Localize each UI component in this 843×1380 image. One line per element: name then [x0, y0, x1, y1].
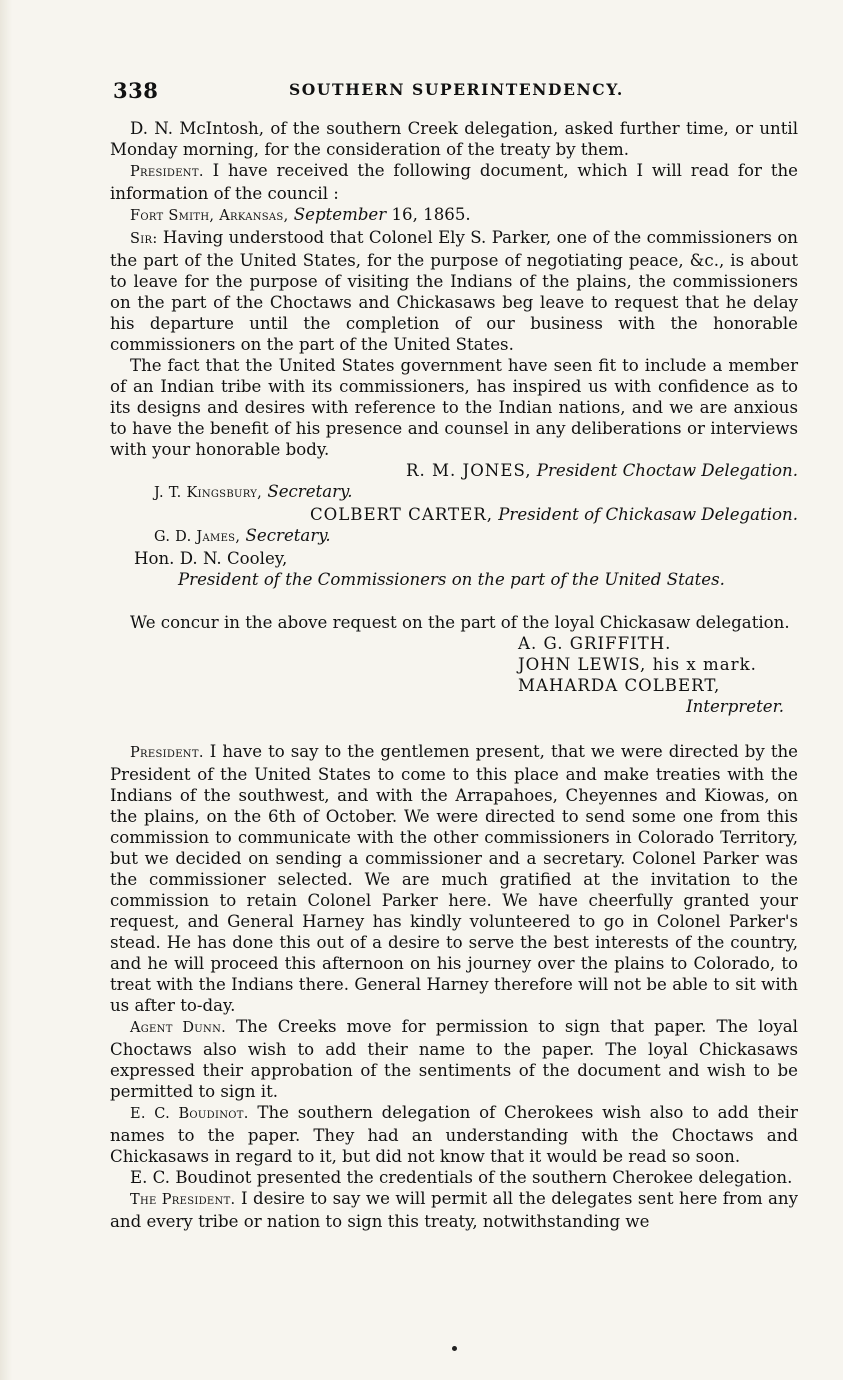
page-header — [113, 78, 783, 102]
paragraph-text: I have to say to the gentlemen present, that we were directed by the President of the United States to come to this place and make treaties with the Indians of the southwest, and with the Arrapahoes, Cheyennes and Kiowas, on the plains, on the 6th of October. We were directed to send some one from this commission to communicate with the other commissioners in Colorado Territory, but we decided on sending a commissioner and a secretary. Colonel Parker was the commissioner selected. We are much gratified at the invitation to the commission to retain Colonel Parker here. We have cheerfully granted your request, and General Harney has kindly volunteered to go in Colonel Parker's stead. He has done this out of a desire to serve the best interests of the country, and he will proceed this afternoon on his journey over the plains to Colorado, to treat with the Indians there. General Harney therefore will not be able to sit with us after to-day. — [110, 742, 798, 1015]
paragraph-text: I have received the following document, which I will read for the information of the council : — [110, 161, 798, 203]
signature-griffith: A. G. GRIFFITH. — [518, 634, 672, 653]
paragraph-credentials: E. C. Boudinot presented the credentials of the southern Cherokee delegation. — [130, 1168, 793, 1187]
signature-colbert: MAHARDA COLBERT, — [518, 676, 721, 695]
letter-dateline — [110, 204, 798, 227]
signatory-name: G. D. James, — [154, 529, 241, 545]
body-text — [110, 118, 798, 1232]
spacer — [110, 590, 798, 612]
signatory-name: R. M. JONES, — [405, 461, 532, 480]
signature-interpreter: Interpreter. — [686, 697, 784, 716]
speaker-label: President. — [130, 745, 204, 761]
dateline-rest: 16, 1865. — [386, 205, 471, 224]
signatory-title: President Choctaw Delegation. — [536, 461, 798, 480]
signatory-name: COLBERT CARTER, — [309, 505, 493, 524]
page-number: 338 — [113, 78, 159, 103]
signature-jones — [110, 460, 798, 481]
paragraph-text: The Creeks move for permission to sign that paper. The loyal Choctaws also wish to add their name to the paper. The loyal Chickasaws expressed their approbation of the sentiments of the document and wish to be permitted to sign it. — [110, 1017, 798, 1101]
paragraph-agent-dunn — [110, 1016, 798, 1102]
signature-james — [110, 525, 798, 548]
paragraph-concur: We concur in the above request on the part of the loyal Chickasaw delegation. — [130, 613, 790, 632]
spacer — [110, 717, 798, 741]
signatory-title: Secretary. — [245, 526, 331, 545]
dateline-month: September — [293, 205, 387, 224]
signature-carter — [110, 504, 798, 525]
paragraph-mcintosh: D. N. McIntosh, of the southern Creek delegation, asked further time, or until Monday morning, for the consideration of the treaty by them. — [110, 119, 798, 159]
paragraph-boudinot — [110, 1102, 798, 1167]
signature-lewis: JOHN LEWIS, his x mark. — [518, 655, 757, 674]
paragraph-text: I desire to say we will permit all the delegates sent here from any and every tribe or nation to sign this treaty, notwithstanding we — [110, 1189, 798, 1231]
letter-paragraph-1 — [110, 227, 798, 355]
addressee-title: President of the Commissioners on the part of the United States. — [178, 570, 725, 589]
speaker-label: Agent Dunn. — [130, 1020, 227, 1036]
page-edge-shadow — [0, 0, 12, 1380]
addressee-name: Hon. D. N. Cooley, — [134, 549, 288, 568]
print-speck — [452, 1346, 457, 1351]
speaker-label: E. C. Boudinot. — [130, 1106, 249, 1122]
signatory-title: President of Chickasaw Delegation. — [498, 505, 798, 524]
paragraph-text: The southern delegation of Cherokees wish also to add their names to the paper. They had an understanding with the Choctaws and Chickasaws in regard to it, but did not know that it would be read so soon. — [110, 1103, 798, 1166]
letter-paragraph-2: The fact that the United States government have seen fit to include a member of an Indian tribe with its commissioners, has inspired us with confidence as to its designs and desires with reference to the Indian nations, and we are anxious to have the benefit of his presence and counsel in any deliberations or interviews with your honorable body. — [110, 356, 798, 459]
speaker-label: The President. — [130, 1192, 236, 1208]
running-head: SOUTHERN SUPERINTENDENCY. — [289, 80, 624, 99]
letter-salutation: Sir: — [130, 231, 158, 247]
concur-signatures — [110, 633, 798, 717]
letter-signatures — [110, 460, 798, 590]
paragraph-final — [110, 1188, 798, 1232]
speaker-label: President. — [130, 164, 204, 180]
signature-kingsbury — [110, 481, 798, 504]
signatory-name: J. T. Kingsbury, — [154, 485, 263, 501]
paragraph-president-intro — [110, 160, 798, 204]
paragraph-president-response — [110, 741, 798, 1016]
signatory-title: Secretary. — [267, 482, 353, 501]
paragraph-text: Having understood that Colonel Ely S. Parker, one of the commissioners on the part of the United States, for the purpose of negotiating peace, &c., is about to leave for the purpose of visiting the Indians of the plains, the commissioners on the part of the Choctaws and Chickasaws beg leave to request that he delay his departure until the completion of our business with the honorable commissioners on the part of the United States. — [110, 228, 798, 354]
dateline-place: Fort Smith, Arkansas, — [130, 208, 289, 224]
